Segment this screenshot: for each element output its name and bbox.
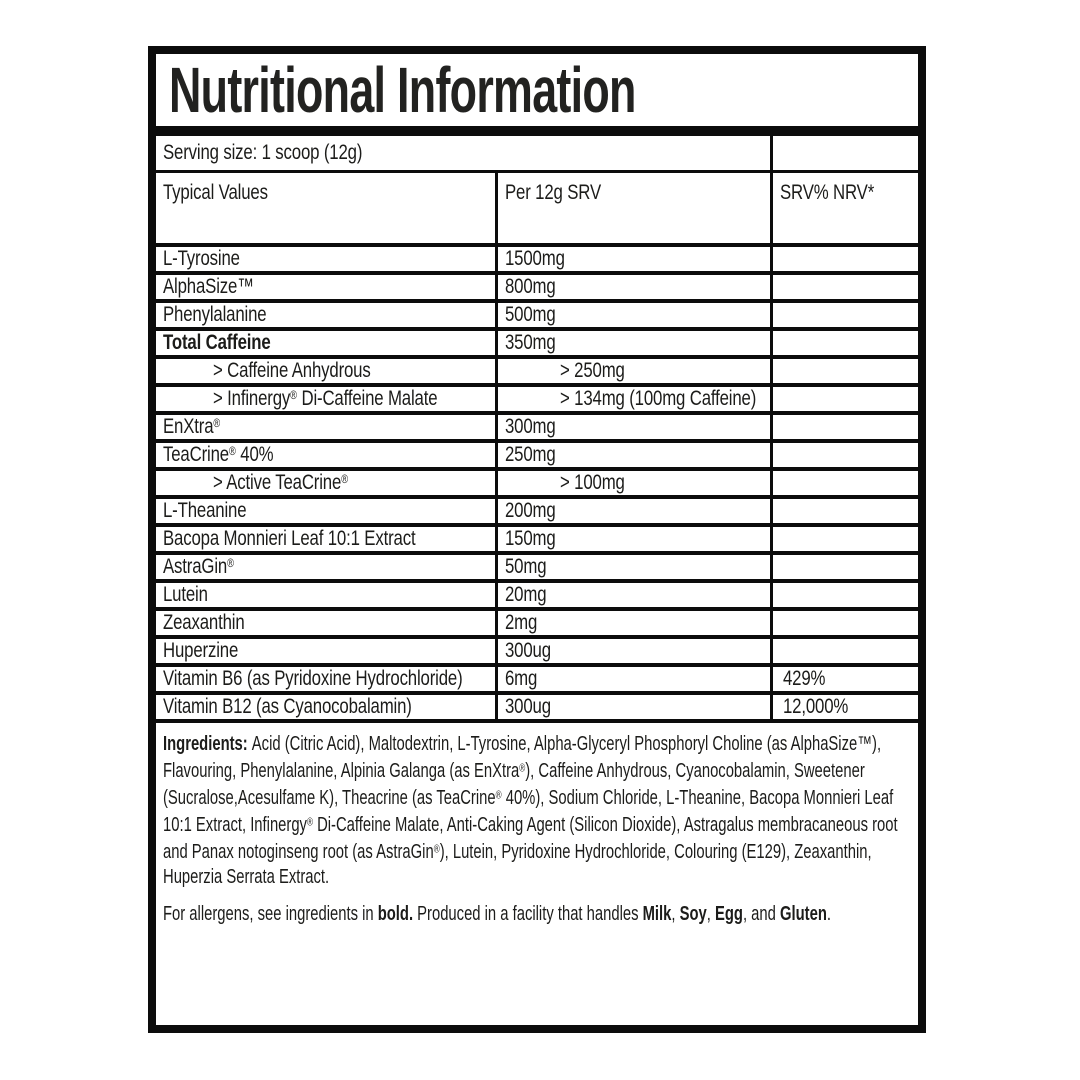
ingredient-name-cell-text: Lutein	[163, 583, 208, 606]
amount-cell-text: 50mg	[505, 555, 547, 578]
ingredient-name-cell-text: Zeaxanthin	[163, 611, 245, 634]
ingredient-name-cell-text: Vitamin B12 (as Cyanocobalamin)	[163, 695, 412, 718]
ingredient-name-cell-text: Huperzine	[163, 639, 239, 662]
serving-size-empty-cell	[770, 136, 918, 170]
table-row	[156, 499, 918, 527]
registered-mark: ®	[433, 843, 440, 856]
nrv-cell	[770, 527, 918, 551]
amount-cell-text: 500mg	[505, 303, 556, 326]
registered-mark: ®	[519, 762, 526, 775]
header-nrv-cell	[770, 173, 918, 243]
amount-cell	[495, 303, 770, 327]
table-row	[156, 611, 918, 639]
table-row	[156, 303, 918, 331]
text-segment: Produced in a facility that handles	[413, 903, 643, 925]
table-row	[156, 443, 918, 471]
bold-text-segment: Ingredients:	[163, 733, 252, 755]
ingredient-name-cell	[156, 611, 495, 635]
table-row	[156, 275, 918, 303]
amount-cell	[495, 667, 770, 691]
registered-mark: ®	[290, 390, 297, 403]
bold-text-segment: Milk	[642, 903, 672, 925]
amount-cell-text: 800mg	[505, 275, 556, 298]
table-row	[156, 471, 918, 499]
ingredient-name-cell	[156, 471, 495, 495]
nrv-cell	[770, 415, 918, 439]
ingredient-name-cell-text: Total Caffeine	[163, 331, 271, 354]
header-typical-values-cell	[156, 173, 495, 243]
table-row	[156, 359, 918, 387]
text-segment: ,	[671, 903, 680, 925]
amount-cell-text: 300ug	[505, 695, 551, 718]
amount-cell-text: 250mg	[505, 443, 556, 466]
table-row	[156, 527, 918, 555]
nrv-cell	[770, 555, 918, 579]
amount-cell-text: 350mg	[505, 331, 556, 354]
table-header-row	[156, 173, 918, 247]
table-row	[156, 639, 918, 667]
nrv-cell	[770, 499, 918, 523]
registered-mark: ®	[306, 816, 313, 829]
registered-mark: ®	[341, 474, 348, 487]
ingredient-name-cell-text: AstraGin®	[163, 555, 234, 578]
nrv-cell	[770, 695, 918, 719]
ingredient-name-cell	[156, 247, 495, 271]
ingredient-name-cell-text: AlphaSize™	[163, 275, 254, 298]
amount-cell	[495, 695, 770, 719]
ingredient-name-cell-text: > Caffeine Anhydrous	[213, 359, 371, 382]
ingredient-name-cell-text: L-Theanine	[163, 499, 247, 522]
nrv-cell	[770, 583, 918, 607]
amount-cell	[495, 331, 770, 355]
ingredient-name-cell-text: EnXtra®	[163, 415, 221, 438]
nrv-cell	[770, 611, 918, 635]
amount-cell	[495, 639, 770, 663]
amount-cell	[495, 275, 770, 299]
serving-size-cell	[156, 136, 770, 170]
amount-cell-text: 200mg	[505, 499, 556, 522]
bold-text-segment: Soy	[679, 903, 707, 925]
header-typical-values: Typical Values	[163, 181, 268, 204]
nrv-cell	[770, 443, 918, 467]
nrv-cell	[770, 247, 918, 271]
text-segment: , and	[742, 903, 780, 925]
ingredients-text	[163, 732, 905, 889]
amount-cell-text: > 100mg	[560, 471, 625, 494]
amount-cell	[495, 359, 770, 383]
ingredient-name-cell-text: TeaCrine® 40%	[163, 443, 274, 466]
amount-cell-text: > 250mg	[560, 359, 625, 382]
amount-cell	[495, 499, 770, 523]
table-row	[156, 667, 918, 695]
ingredient-name-cell	[156, 583, 495, 607]
ingredient-name-cell	[156, 667, 495, 691]
amount-cell	[495, 555, 770, 579]
nrv-cell	[770, 359, 918, 383]
amount-cell-text: 1500mg	[505, 247, 565, 270]
ingredient-name-cell	[156, 359, 495, 383]
text-segment: ,	[706, 903, 716, 925]
bold-text-segment: Gluten	[779, 903, 827, 925]
amount-cell	[495, 527, 770, 551]
table-row	[156, 415, 918, 443]
text-segment: For allergens, see ingredients in	[163, 903, 378, 925]
amount-cell	[495, 415, 770, 439]
ingredient-name-cell	[156, 387, 495, 411]
amount-cell-text: 2mg	[505, 611, 538, 634]
registered-mark: ®	[213, 418, 221, 431]
nrv-cell	[770, 303, 918, 327]
registered-mark: ®	[495, 789, 502, 802]
amount-cell	[495, 387, 770, 411]
text-segment: .	[826, 903, 831, 925]
registered-mark: ®	[228, 446, 236, 459]
header-per-serving: Per 12g SRV	[505, 181, 601, 204]
ingredient-name-cell	[156, 695, 495, 719]
nrv-cell	[770, 667, 918, 691]
header-per-serving-cell	[495, 173, 770, 243]
ingredient-name-cell	[156, 443, 495, 467]
bold-text-segment: bold.	[377, 903, 414, 925]
table-row	[156, 555, 918, 583]
ingredient-name-cell-text: L-Tyrosine	[163, 247, 240, 270]
nrv-cell	[770, 275, 918, 299]
nrv-cell-text: 429%	[783, 667, 826, 690]
ingredient-name-cell-text: > Active TeaCrine®	[213, 471, 348, 494]
amount-cell	[495, 247, 770, 271]
ingredient-name-cell-text: > Infinergy® Di-Caffeine Malate	[213, 387, 438, 410]
ingredient-name-cell-text: Phenylalanine	[163, 303, 267, 326]
ingredient-name-cell	[156, 639, 495, 663]
amount-cell-text: 6mg	[505, 667, 538, 690]
serving-size-row	[156, 136, 918, 173]
ingredient-name-cell	[156, 555, 495, 579]
nrv-cell	[770, 471, 918, 495]
table-body	[156, 247, 918, 723]
ingredients-section	[156, 723, 918, 1025]
ingredient-name-cell	[156, 275, 495, 299]
ingredient-name-cell	[156, 303, 495, 327]
table-row	[156, 583, 918, 611]
amount-cell-text: 20mg	[505, 583, 547, 606]
amount-cell-text: 150mg	[505, 527, 556, 550]
amount-cell	[495, 611, 770, 635]
nrv-cell	[770, 331, 918, 355]
ingredient-name-cell	[156, 499, 495, 523]
amount-cell-text: 300ug	[505, 639, 551, 662]
serving-size-label: Serving size: 1 scoop (12g)	[163, 141, 363, 164]
nrv-cell	[770, 639, 918, 663]
table-row	[156, 247, 918, 275]
amount-cell	[495, 583, 770, 607]
ingredient-name-cell	[156, 527, 495, 551]
nrv-cell-text: 12,000%	[783, 695, 849, 718]
ingredient-name-cell-text: Bacopa Monnieri Leaf 10:1 Extract	[163, 527, 416, 550]
title-band	[156, 54, 918, 136]
amount-cell-text: 300mg	[505, 415, 556, 438]
nrv-cell	[770, 387, 918, 411]
allergen-text	[163, 902, 905, 927]
nutrition-label	[148, 46, 926, 1033]
amount-cell	[495, 471, 770, 495]
page-title: Nutritional Information	[169, 54, 636, 126]
amount-cell-text: > 134mg (100mg Caffeine)	[560, 387, 757, 410]
table-row	[156, 331, 918, 359]
header-nrv: SRV% NRV*	[780, 181, 875, 204]
bold-text-segment: Egg	[715, 903, 743, 925]
registered-mark: ®	[227, 558, 234, 571]
amount-cell	[495, 443, 770, 467]
ingredient-name-cell	[156, 415, 495, 439]
text-segment: Acid (Citric Acid), Maltodextrin, L-Tyrosine, Alpha-Glyceryl Phosphoryl Choline (as AlphaSize™), Flavouring, Phenylalanine, Alpinia Galanga (as EnXtra®), Caffeine Anhydrous, Cyanocobalamin, Sweetener (Sucralose,Acesulfame K), Theacrine (as TeaCrine® 40%), Sodium Chloride, L-Theanine, Bacopa Monnieri Leaf 10:1 Extract, Infinergy® Di-Caffeine Malate, Anti-Caking Agent (Silicon Dioxide), Astragalus membracaneous root and Panax notoginseng root (as AstraGin®), Lutein, Pyridoxine Hydrochloride, Colouring (E129), Zeaxanthin, Huperzia Serrata Extract.	[163, 733, 898, 888]
ingredient-name-cell-text: Vitamin B6 (as Pyridoxine Hydrochloride)	[163, 667, 463, 690]
table-row	[156, 695, 918, 723]
table-row	[156, 387, 918, 415]
ingredient-name-cell	[156, 331, 495, 355]
